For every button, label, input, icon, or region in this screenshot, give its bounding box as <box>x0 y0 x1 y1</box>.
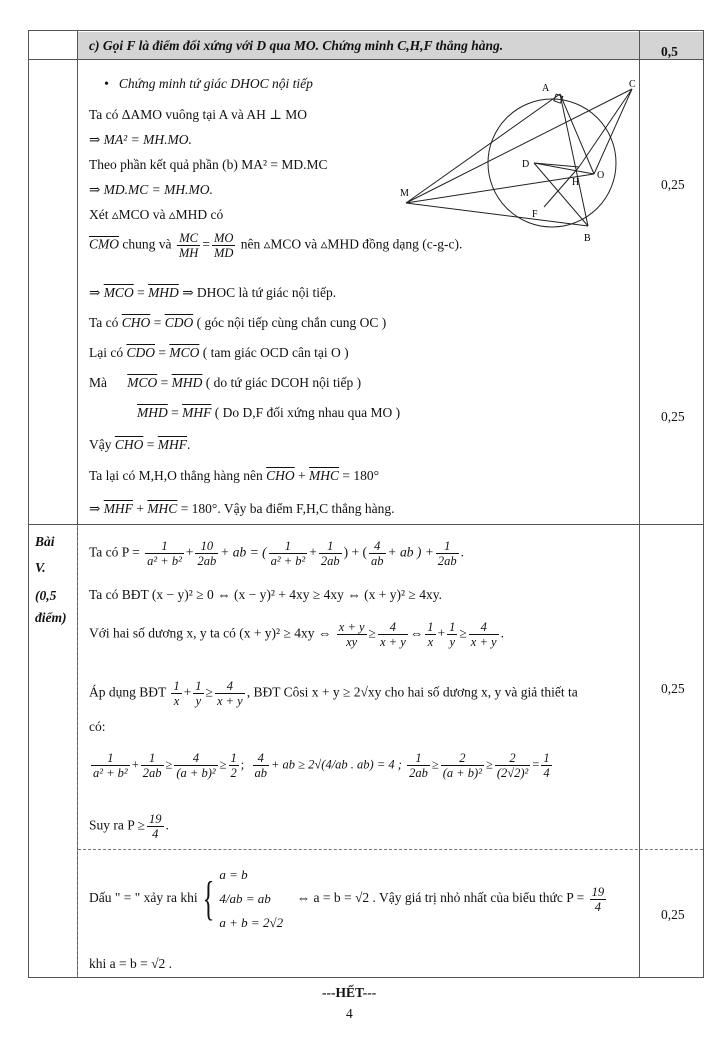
fraction <box>436 539 459 568</box>
text: ) + ( <box>343 544 367 560</box>
bai-v-label-1: Bài <box>35 534 55 549</box>
angle: $\overline{MHF}$ <box>103 501 133 516</box>
frac-den: xy <box>346 635 358 649</box>
bai5-eq-3 <box>89 620 504 649</box>
sym: ⇒ <box>89 501 101 516</box>
header-row-divider <box>29 59 703 60</box>
proof-line-2: ⇒ MA² = MH.MO. <box>89 132 192 147</box>
label-h: H <box>572 177 580 188</box>
frac-den: y <box>449 635 456 649</box>
fraction <box>541 751 551 780</box>
fraction <box>378 620 408 649</box>
fraction <box>469 620 499 649</box>
frac-num: 4 <box>369 539 386 554</box>
sym: = <box>153 315 162 330</box>
score-0-25-b: 0,25 <box>661 409 685 424</box>
proof-line-9 <box>89 345 349 361</box>
frac-den: a² + b² <box>93 766 128 780</box>
frac-num: 1 <box>449 620 456 634</box>
text: + ab ≥ 2√(4/ab . ab) = 4 ; <box>271 757 402 772</box>
text: ( góc nội tiếp cùng chắn cung OC ) <box>196 315 387 330</box>
part-c-header-score: 0,5 <box>661 44 678 59</box>
frac-num: 19 <box>591 884 605 899</box>
equation-system <box>219 863 283 935</box>
label-d: D <box>522 159 530 170</box>
text: Suy ra P ≥ <box>89 817 146 833</box>
frac-num: 4 <box>378 620 408 635</box>
sym: = <box>171 405 179 420</box>
frac-num: 10 <box>195 539 218 554</box>
line-m-b <box>406 203 588 226</box>
text: + ab ) + <box>387 544 434 560</box>
text: ( do tứ giác DCOH nội tiếp ) <box>205 375 362 390</box>
text: , BĐT Côsi x + y ≥ 2√xy cho hai số dương x, y và giả thiết ta <box>246 684 578 700</box>
frac-num: 4 <box>174 751 217 766</box>
label-m: M <box>400 188 409 199</box>
sym: ≥ <box>368 625 376 641</box>
fraction <box>319 539 342 568</box>
text: Ta có P = <box>89 544 140 560</box>
score-0-25-d: 0,25 <box>661 907 685 922</box>
angle: $\overline{CHO}$ <box>121 315 151 330</box>
bai5-eq-1 <box>89 539 464 568</box>
angle: $\overline{CDO}$ <box>126 345 155 360</box>
system-line: 4/ab = ab <box>219 891 271 906</box>
text: = 180°. Vậy ba điểm F,H,C thẳng hàng. <box>180 501 395 516</box>
bai-v-label-2: V. <box>35 560 46 575</box>
sym: ⇒ <box>89 285 101 300</box>
text: Dấu " = " xảy ra khi <box>89 890 198 906</box>
equality-when: khi a = b = √2 . <box>89 956 173 971</box>
label-a: A <box>542 83 550 94</box>
text: ( Do D,F đối xứng nhau qua MO ) <box>214 405 401 420</box>
sym: ⇔ <box>409 625 424 641</box>
angle: $\overline{MCO}$ <box>127 375 158 390</box>
bai-v-label-4: điểm) <box>35 610 67 625</box>
frac-den: MH <box>178 246 199 260</box>
sym: = <box>160 375 169 390</box>
fraction <box>145 539 184 568</box>
text-dong-dang: nên ▵MCO và ▵MHD đồng dạng (c-g-c). <box>240 236 463 252</box>
proof-line-7 <box>89 285 336 301</box>
line-h-c <box>579 89 632 167</box>
proof-line-8 <box>89 315 386 331</box>
bullet-line: • Chứng minh tứ giác DHOC nội tiếp <box>104 76 313 91</box>
text: Áp dụng BĐT <box>89 684 167 700</box>
text: = 180° <box>342 468 380 483</box>
system-line: a = b <box>219 867 248 882</box>
frac-den: 2ab <box>437 554 457 568</box>
line-d-h <box>534 163 579 167</box>
frac-num: 1 <box>319 539 342 554</box>
frac-den: ab <box>254 766 267 780</box>
frac-den: 2ab <box>142 766 162 780</box>
frac-num: MO <box>213 231 234 245</box>
label-b: B <box>584 233 591 244</box>
equality-condition <box>89 863 608 935</box>
text: ⇔ a = b = √2 . Vậy giá trị nhỏ nhất của biểu thức P = <box>296 890 585 906</box>
frac-num: 2 <box>495 751 530 766</box>
proof-line-13 <box>89 468 379 484</box>
sym: ≥ <box>485 757 493 772</box>
text: ⇒ DHOC là tứ giác nội tiếp. <box>182 285 337 300</box>
angle: $\overline{MHD}$ <box>137 405 168 420</box>
fraction <box>425 620 435 649</box>
system-line: a + b = 2√2 <box>219 915 284 930</box>
proof-line-5: Xét ▵MCO và ▵MHD có <box>89 207 224 222</box>
dashed-col-divider <box>77 525 78 977</box>
frac-num: 1 <box>145 539 184 554</box>
angle: $\overline{MHF}$ <box>157 437 188 452</box>
text: . <box>187 437 191 452</box>
proof-line-1: Ta có ΔAMO vuông tại A và AH ⊥ MO <box>89 107 308 122</box>
sym: + <box>309 544 317 560</box>
frac-num: 1 <box>173 679 180 693</box>
fraction <box>407 751 430 780</box>
angle: $\overline{MHD}$ <box>148 285 179 300</box>
proof-line-3: Theo phần kết quả phần (b) MA² = MD.MC <box>89 157 328 172</box>
text: . <box>500 625 504 641</box>
sym: + <box>298 468 306 483</box>
bai5-eq-2: Ta có BĐT (x − y)² ≥ 0 ⇔ (x − y)² + 4xy ≥ 4xy ⇔ (x + y)² ≥ 4xy. <box>89 587 442 602</box>
fraction <box>495 751 530 780</box>
frac-num: x + y <box>338 620 365 634</box>
fraction <box>195 539 218 568</box>
angle: $\overline{MHD}$ <box>171 375 203 390</box>
angle: $\overline{MHC}$ <box>147 501 178 516</box>
bai5-eq-5: có: <box>89 719 106 734</box>
angle: $\overline{CDO}$ <box>164 315 194 330</box>
frac-den: x + y <box>379 635 406 649</box>
circle-o <box>488 99 616 227</box>
sym: = <box>146 437 155 452</box>
fraction <box>215 679 245 708</box>
frac-den: x <box>427 635 434 649</box>
sym: + <box>183 684 192 700</box>
frac-den: 2ab <box>409 766 428 780</box>
line-d-b <box>534 163 588 226</box>
bai5-eq-4 <box>89 679 578 708</box>
sym: ; <box>240 757 245 772</box>
bai5-eq-6 <box>89 751 554 780</box>
fraction <box>441 751 484 780</box>
frac-num: 1 <box>436 539 459 554</box>
text-chung: chung và <box>122 236 172 252</box>
angle: $\overline{MCO}$ <box>169 345 200 360</box>
frac-den: (a + b)² <box>442 766 482 780</box>
frac-den: 4 <box>152 827 159 841</box>
column-divider-right <box>639 31 640 977</box>
line-c-o <box>594 89 632 174</box>
frac-den: x + y <box>216 694 243 708</box>
angle: $\overline{MHC}$ <box>309 468 340 483</box>
sym: ≥ <box>459 625 467 641</box>
angle: $\overline{CHO}$ <box>266 468 295 483</box>
frac-den: 2ab <box>197 554 217 568</box>
proof-line-14 <box>89 501 394 517</box>
sym: ≥ <box>205 684 213 700</box>
frac-num: 2 <box>441 751 484 766</box>
text: Ta có <box>89 315 119 330</box>
frac-den: x <box>173 694 180 708</box>
bullet-text: Chứng minh tứ giác DHOC nội tiếp <box>118 76 313 91</box>
frac-num: 1 <box>230 751 237 765</box>
answer-table <box>28 30 704 978</box>
angle-cmo: $\overline{CMO}$ <box>89 236 119 252</box>
frac-den: (a + b)² <box>176 766 216 780</box>
sym: + <box>437 625 446 641</box>
score-0-25-a: 0,25 <box>661 177 685 192</box>
sym: = <box>137 285 145 300</box>
sym: + <box>136 501 144 516</box>
fraction <box>147 812 164 841</box>
bai5-eq-7 <box>89 812 169 841</box>
line-d-o <box>534 163 594 174</box>
text: Với hai số dương x, y ta có (x + y)² ≥ 4xy ⇔ <box>89 625 332 641</box>
frac-num: 1 <box>269 539 308 554</box>
proof-line-10 <box>89 375 361 391</box>
frac-num: 19 <box>149 812 162 826</box>
text: Ta lại có M,H,O thẳng hàng nên <box>89 468 263 483</box>
frac-den: y <box>195 694 202 708</box>
fraction <box>193 679 203 708</box>
angle: $\overline{MHF}$ <box>182 405 212 420</box>
frac-den: MD <box>213 246 234 260</box>
frac-num: 1 <box>427 620 434 634</box>
line-m-a <box>406 94 560 203</box>
text: + ab = ( <box>220 544 267 560</box>
angle: $\overline{MCO}$ <box>103 285 134 300</box>
fraction <box>174 751 217 780</box>
sym: = <box>158 345 166 360</box>
proof-line-4: ⇒ MD.MC = MH.MO. <box>89 182 213 197</box>
fraction <box>171 679 181 708</box>
frac-num: 1 <box>543 751 550 765</box>
part-c-header: c) Gọi F là điểm đối xứng với D qua MO. Chứng minh C,H,F thẳng hàng. <box>89 38 504 53</box>
frac-den: a² + b² <box>147 554 182 568</box>
fraction <box>229 751 239 780</box>
text: . <box>165 817 169 833</box>
text: Vậy <box>89 437 112 452</box>
frac-num: 1 <box>91 751 130 766</box>
bai-v-label-3: (0,5 <box>35 588 57 603</box>
sym: ≥ <box>431 757 439 772</box>
frac-num: 1 <box>407 751 430 766</box>
fraction-mc-mh <box>177 231 200 260</box>
fraction <box>590 885 607 914</box>
angle: $\overline{CHO}$ <box>114 437 144 452</box>
sym: + <box>131 757 139 772</box>
frac-den: 2 <box>230 766 237 780</box>
proof-line-12 <box>89 437 190 453</box>
frac-den: 4 <box>543 766 550 780</box>
fraction <box>91 751 130 780</box>
fraction <box>269 539 308 568</box>
label-c: C <box>629 79 636 90</box>
frac-num: MC <box>177 231 200 246</box>
frac-num: 1 <box>195 679 202 693</box>
frac-den: (2√2)² <box>496 766 529 780</box>
brace-icon: { <box>202 872 215 925</box>
frac-den: 4 <box>594 899 601 914</box>
text: . <box>460 544 464 560</box>
frac-den: 2ab <box>320 554 340 568</box>
score-0-25-c: 0,25 <box>661 681 685 696</box>
frac-num: 4 <box>469 620 499 635</box>
proof-line-11 <box>137 405 400 421</box>
frac-num: 4 <box>215 679 245 694</box>
sym: ≥ <box>219 757 227 772</box>
frac-den: ab <box>371 554 384 568</box>
fraction <box>337 620 367 649</box>
end-marker: ---HẾT--- <box>322 985 377 1000</box>
frac-den: a² + b² <box>270 554 306 568</box>
fraction <box>447 620 457 649</box>
label-o: O <box>597 170 605 181</box>
proof-line-6: $\overline{CMO}$ chung và $\frac{MC}{MH}$ = $\frac{MO}{MD}$ nên ▵MCO và ▵MHD đồng dạng (c-g-c). <box>89 231 463 260</box>
page-number: 4 <box>346 1006 353 1021</box>
line-a-o <box>560 94 594 174</box>
text: Lại có <box>89 345 124 360</box>
dashed-row-divider <box>78 849 703 850</box>
frac-num: 1 <box>141 751 164 766</box>
fraction <box>369 539 386 568</box>
text: Mà <box>89 375 107 390</box>
sym: ≥ <box>165 757 173 772</box>
sym: + <box>185 544 194 560</box>
sym: = <box>532 757 540 772</box>
label-f: F <box>532 209 538 220</box>
text: ( tam giác OCD cân tại O ) <box>202 345 349 360</box>
section-divider <box>29 524 703 525</box>
fraction <box>141 751 164 780</box>
fraction <box>253 751 270 780</box>
fraction-mo-md <box>212 231 235 260</box>
frac-den: x + y <box>470 635 497 649</box>
frac-num: 4 <box>253 751 270 766</box>
